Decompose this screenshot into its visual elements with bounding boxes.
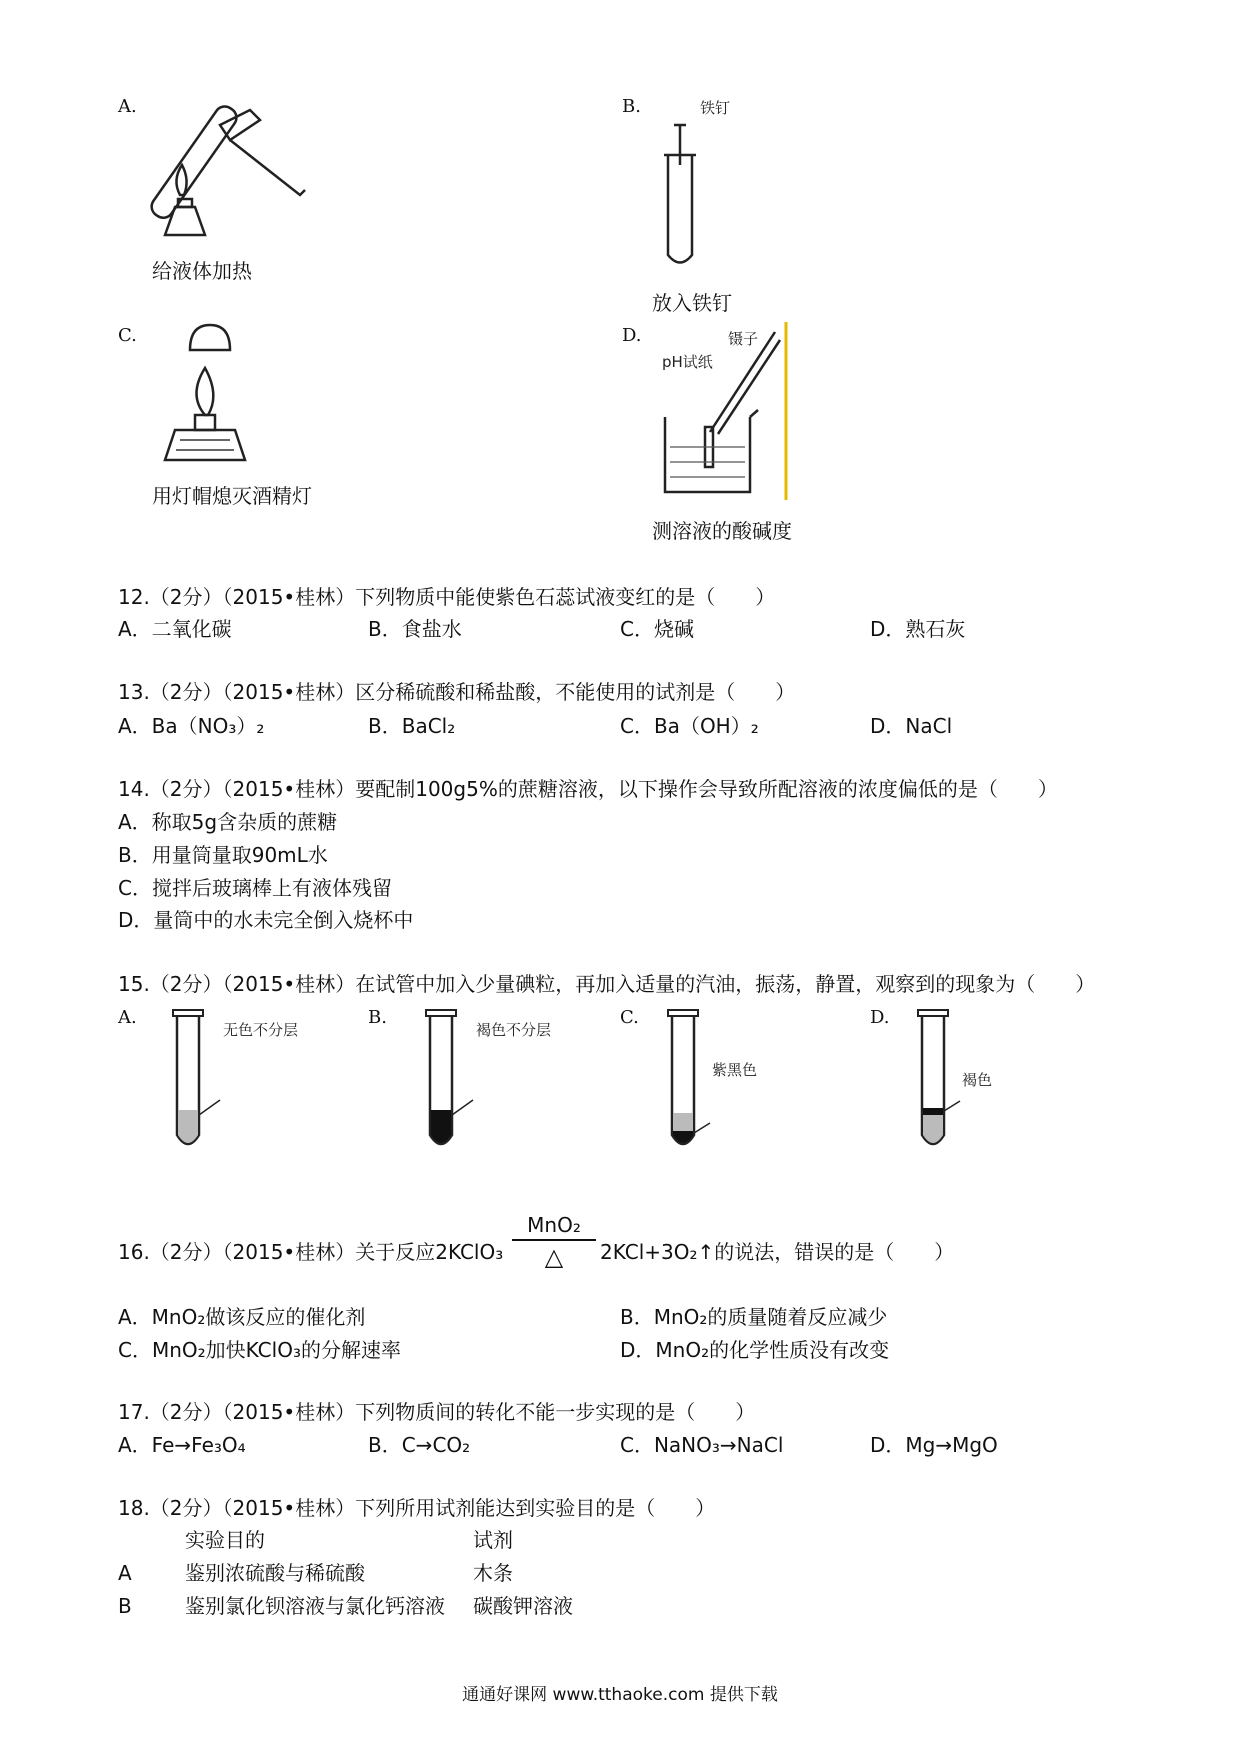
option: A．MnO₂做该反应的催化剂 — [118, 1305, 366, 1329]
option-caption: 测溶液的酸碱度 — [652, 519, 792, 543]
table-header-purpose: 实验目的 — [185, 1528, 265, 1552]
table-cell-reagent: 木条 — [473, 1561, 513, 1585]
option-letter: B. — [622, 96, 641, 117]
option: B．食盐水 — [368, 617, 462, 641]
figure-ph-test — [650, 322, 800, 506]
option-caption: 用灯帽熄灭酒精灯 — [152, 484, 312, 508]
option: C．烧碱 — [620, 617, 694, 641]
question-18-stem: 18.（2分）（2015•桂林）下列所用试剂能达到实验目的是（ ） — [118, 1496, 716, 1520]
figure-tube-a — [165, 1005, 299, 1159]
question-17-stem: 17.（2分）（2015•桂林）下列物质间的转化不能一步实现的是（ ） — [118, 1400, 756, 1424]
option: B．C→CO₂ — [368, 1433, 471, 1457]
question-15-stem: 15.（2分）（2015•桂林）在试管中加入少量碘粒，再加入适量的汽油，振荡，静置，观察到的现象为（ ） — [118, 972, 1096, 996]
catalyst-label: MnO₂ — [527, 1213, 581, 1237]
option: A．Fe→Fe₃O₄ — [118, 1433, 246, 1457]
label-iron-nail: 铁钉 — [700, 99, 731, 117]
figure-tube-b — [418, 1005, 552, 1159]
option: A．称取5g含杂质的蔗糖 — [118, 810, 338, 834]
option: B．MnO₂的质量随着反应减少 — [620, 1305, 888, 1329]
option: B．用量筒量取90mL水 — [118, 843, 328, 867]
heat-symbol: △ — [544, 1243, 564, 1271]
option: A．Ba（NO₃）₂ — [118, 714, 265, 738]
page-footer: 通通好课网 www.tthaoke.com 提供下载 — [462, 1685, 778, 1705]
figure-iron-nail — [650, 95, 730, 279]
tube-label: 紫黑色 — [712, 1061, 758, 1079]
figure-heating-liquid — [150, 95, 330, 259]
question-16-stem-end: 2KCl+3O₂↑的说法，错误的是（ ） — [600, 1240, 955, 1264]
question-13-stem: 13.（2分）（2015•桂林）区分稀硫酸和稀盐酸，不能使用的试剂是（ ） — [118, 680, 796, 704]
option: D．熟石灰 — [870, 617, 966, 641]
option: D．NaCl — [870, 714, 953, 738]
label-tweezers: 镊子 — [728, 330, 759, 348]
tube-label: 无色不分层 — [223, 1021, 299, 1039]
option: A．二氧化碳 — [118, 617, 232, 641]
option-letter: C. — [620, 1007, 639, 1028]
table-cell-purpose: 鉴别氯化钡溶液与氯化钙溶液 — [185, 1594, 445, 1618]
figure-tube-c — [660, 1005, 758, 1159]
table-row-label: B — [118, 1594, 132, 1618]
label-ph-strip: pH试纸 — [662, 353, 713, 371]
table-cell-reagent: 碳酸钾溶液 — [473, 1594, 573, 1618]
question-12-stem: 12.（2分）（2015•桂林）下列物质中能使紫色石蕊试液变红的是（ ） — [118, 585, 776, 609]
option-letter: A. — [118, 1007, 137, 1028]
option: B．BaCl₂ — [368, 714, 456, 738]
option: C．MnO₂加快KClO₃的分解速率 — [118, 1338, 401, 1362]
table-header-reagent: 试剂 — [473, 1528, 513, 1552]
tube-label: 褐色 — [962, 1071, 993, 1089]
option: D．Mg→MgO — [870, 1433, 998, 1457]
reaction-condition — [512, 1213, 596, 1271]
option: C．搅拌后玻璃棒上有液体残留 — [118, 876, 392, 900]
option: D．MnO₂的化学性质没有改变 — [620, 1338, 890, 1362]
question-16-stem-start: 16.（2分）（2015•桂林）关于反应2KClO₃ — [118, 1240, 504, 1264]
table-row-label: A — [118, 1561, 132, 1585]
tube-label: 褐色不分层 — [476, 1021, 552, 1039]
option-letter: D. — [622, 325, 642, 346]
figure-lamp-cap — [150, 320, 260, 474]
table-cell-purpose: 鉴别浓硫酸与稀硫酸 — [185, 1561, 365, 1585]
option: C．NaNO₃→NaCl — [620, 1433, 784, 1457]
figure-tube-d — [910, 1005, 1000, 1159]
option-caption: 放入铁钉 — [652, 291, 732, 315]
option-letter: A. — [118, 96, 137, 117]
question-14-stem: 14.（2分）（2015•桂林）要配制100g5%的蔗糖溶液，以下操作会导致所配溶液的浓度偏低的是（ ） — [118, 777, 1058, 801]
option-letter: B. — [368, 1007, 387, 1028]
option: C．Ba（OH）₂ — [620, 714, 759, 738]
option-letter: D. — [870, 1007, 890, 1028]
option: D．量筒中的水未完全倒入烧杯中 — [118, 908, 414, 932]
option-caption: 给液体加热 — [152, 259, 252, 283]
option-letter: C. — [118, 325, 137, 346]
